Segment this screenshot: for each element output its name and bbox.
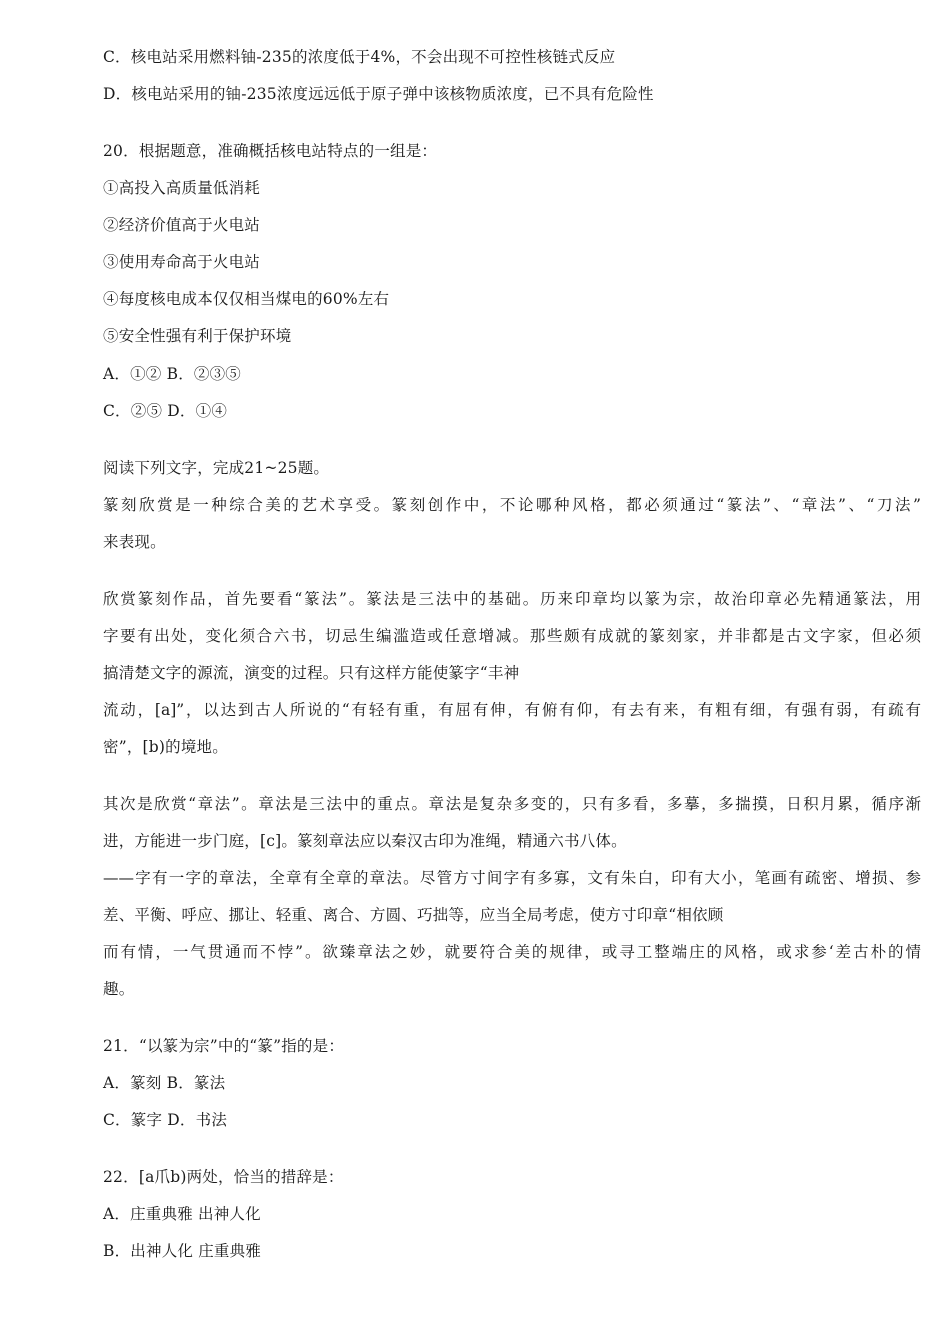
paragraph-1-line-1: 欣赏篆刻作品，首先要看“篆法”。篆法是三法中的基础。历来印章均以篆为宗，故治印章必先精通篆法，用 <box>103 590 921 608</box>
question-22: 22．[a爪b)两处，恰当的措辞是： <box>103 1168 344 1186</box>
paragraph-1-line-4: 流动，[a]”，以达到古人所说的“有轻有重，有屈有伸，有俯有仰，有去有来，有粗有细，有强有弱，有疏有 <box>103 701 921 719</box>
item-1: ①高投入高质量低消耗 <box>103 179 261 197</box>
passage-intro-line-1: 篆刻欣赏是一种综合美的艺术享受。篆刻创作中，不论哪种风格，都必须通过“篆法”、“章法”、“刀法” <box>103 496 921 514</box>
question-21: 21．“以篆为宗”中的“篆”指的是： <box>103 1037 345 1055</box>
question-20: 20．根据题意，准确概括核电站特点的一组是： <box>103 142 438 160</box>
item-5: ⑤安全性强有利于保护环境 <box>103 327 292 345</box>
paragraph-2-line-5: 而有情，一气贯通而不悖”。欲臻章法之妙，就要符合美的规律，或寻工整端庄的风格，或求参‘差古朴的情 <box>103 943 921 961</box>
paragraph-1-line-2: 字要有出处，变化须合六书，切忌生编滥造或任意增减。那些颇有成就的篆刻家，并非都是古文字家，但必须 <box>103 627 921 645</box>
paragraph-2-line-3: ——字有一字的章法，全章有全章的章法。尽管方寸间字有多寡，文有朱白，印有大小，笔画有疏密、增损、参 <box>103 869 921 887</box>
options-c-d-q20: C．②⑤ D．①④ <box>103 402 228 420</box>
option-b-q22: B．出神人化 庄重典雅 <box>103 1242 262 1260</box>
option-c-q19: C．核电站采用燃料铀-235的浓度低于4%，不会出现不可控性核链式反应 <box>103 48 616 66</box>
item-2: ②经济价值高于火电站 <box>103 216 261 234</box>
options-a-b-q20: A．①② B．②③⑤ <box>103 365 242 383</box>
passage-intro-line-2: 来表现。 <box>103 533 166 551</box>
option-d-q19: D．核电站采用的铀-235浓度远远低于原子弹中该核物质浓度，已不具有危险性 <box>103 85 654 103</box>
reading-instruction: 阅读下列文字，完成21~25题。 <box>103 459 330 477</box>
item-3: ③使用寿命高于火电站 <box>103 253 261 271</box>
item-4: ④每度核电成本仅仅相当煤电的60%左右 <box>103 290 390 308</box>
paragraph-2-line-6: 趣。 <box>103 980 135 998</box>
options-c-d-q21: C．篆字 D．书法 <box>103 1111 228 1129</box>
paragraph-2-line-4: 差、平衡、呼应、挪让、轻重、离合、方圆、巧拙等，应当全局考虑，使方寸印章“相依顾 <box>103 906 724 924</box>
paragraph-2-line-1: 其次是欣赏“章法”。章法是三法中的重点。章法是复杂多变的，只有多看，多摹，多揣摸，日积月累，循序渐 <box>103 795 921 813</box>
paragraph-1-line-5: 密”，[b)的境地。 <box>103 738 228 756</box>
paragraph-2-line-2: 进，方能进一步门庭，[c]。篆刻章法应以秦汉古印为准绳，精通六书八体。 <box>103 832 627 850</box>
paragraph-1-line-3: 搞清楚文字的源流，演变的过程。只有这样方能使篆字“丰神 <box>103 664 520 682</box>
option-a-q22: A．庄重典雅 出神人化 <box>103 1205 261 1223</box>
options-a-b-q21: A．篆刻 B．篆法 <box>103 1074 226 1092</box>
